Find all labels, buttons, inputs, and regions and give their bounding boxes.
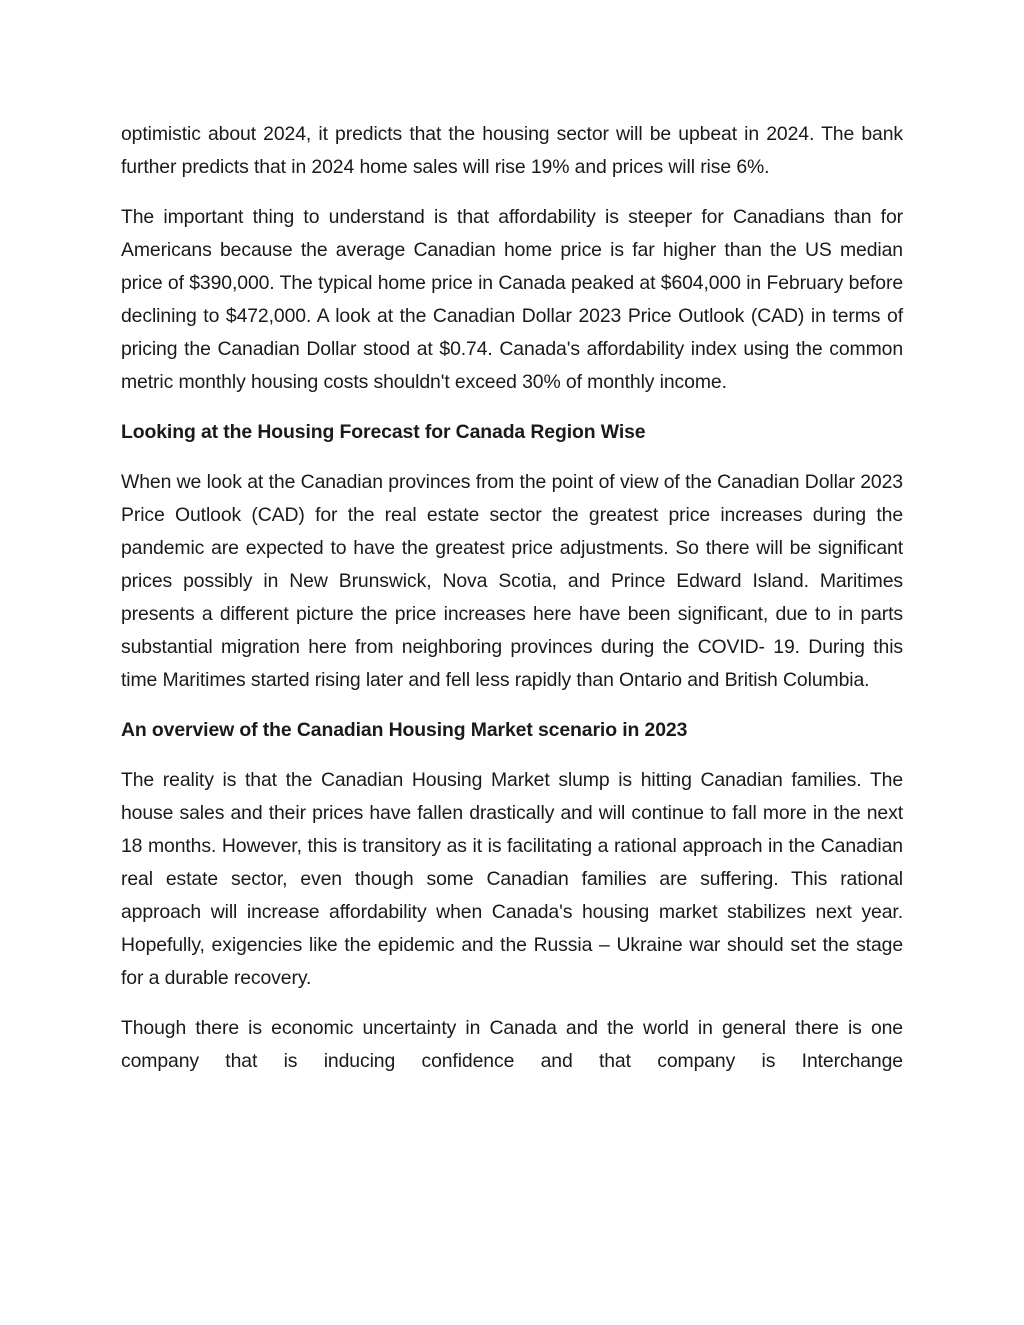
paragraph-economic-uncertainty: Though there is economic uncertainty in Canada and the world in general there is one company that is inducing confidence and that company is Interchange (121, 1017, 903, 1072)
document-page (121, 118, 903, 1078)
paragraph-region-forecast: When we look at the Canadian provinces from the point of view of the Canadian Dollar 2023 Price Outlook (CAD) for the real estate sector the greatest price increases during the pandemic are expected to have the greatest price adjustments. So there will be significant prices possibly in New Brunswick, Nova Scotia, and Prince Edward Island. Maritimes presents a different picture the price increases here have been significant, due to in parts substantial migration here from neighboring provinces during the COVID- 19. During this time Maritimes started rising later and fell less rapidly than Ontario and British Columbia. (121, 471, 903, 691)
heading-market-overview: An overview of the Canadian Housing Market scenario in 2023 (121, 719, 688, 741)
paragraph-market-overview: The reality is that the Canadian Housing Market slump is hitting Canadian families. The house sales and their prices have fallen drastically and will continue to fall more in the next 18 months. However, this is transitory as it is facilitating a rational approach in the Canadian real estate sector, even though some Canadian families are suffering. This rational approach will increase affordability when Canada's housing market stabilizes next year. Hopefully, exigencies like the epidemic and the Russia – Ukraine war should set the stage for a durable recovery. (121, 769, 903, 989)
paragraph-2024-outlook: optimistic about 2024, it predicts that the housing sector will be upbeat in 2024. The bank further predicts that in 2024 home sales will rise 19% and prices will rise 6%. (121, 123, 903, 178)
paragraph-affordability: The important thing to understand is that affordability is steeper for Canadians than for Americans because the average Canadian home price is far higher than the US median price of $390,000. The typical home price in Canada peaked at $604,000 in February before declining to $472,000. A look at the Canadian Dollar 2023 Price Outlook (CAD) in terms of pricing the Canadian Dollar stood at $0.74. Canada's affordability index using the common metric monthly housing costs shouldn't exceed 30% of monthly income. (121, 206, 903, 393)
heading-region-forecast: Looking at the Housing Forecast for Canada Region Wise (121, 421, 646, 443)
